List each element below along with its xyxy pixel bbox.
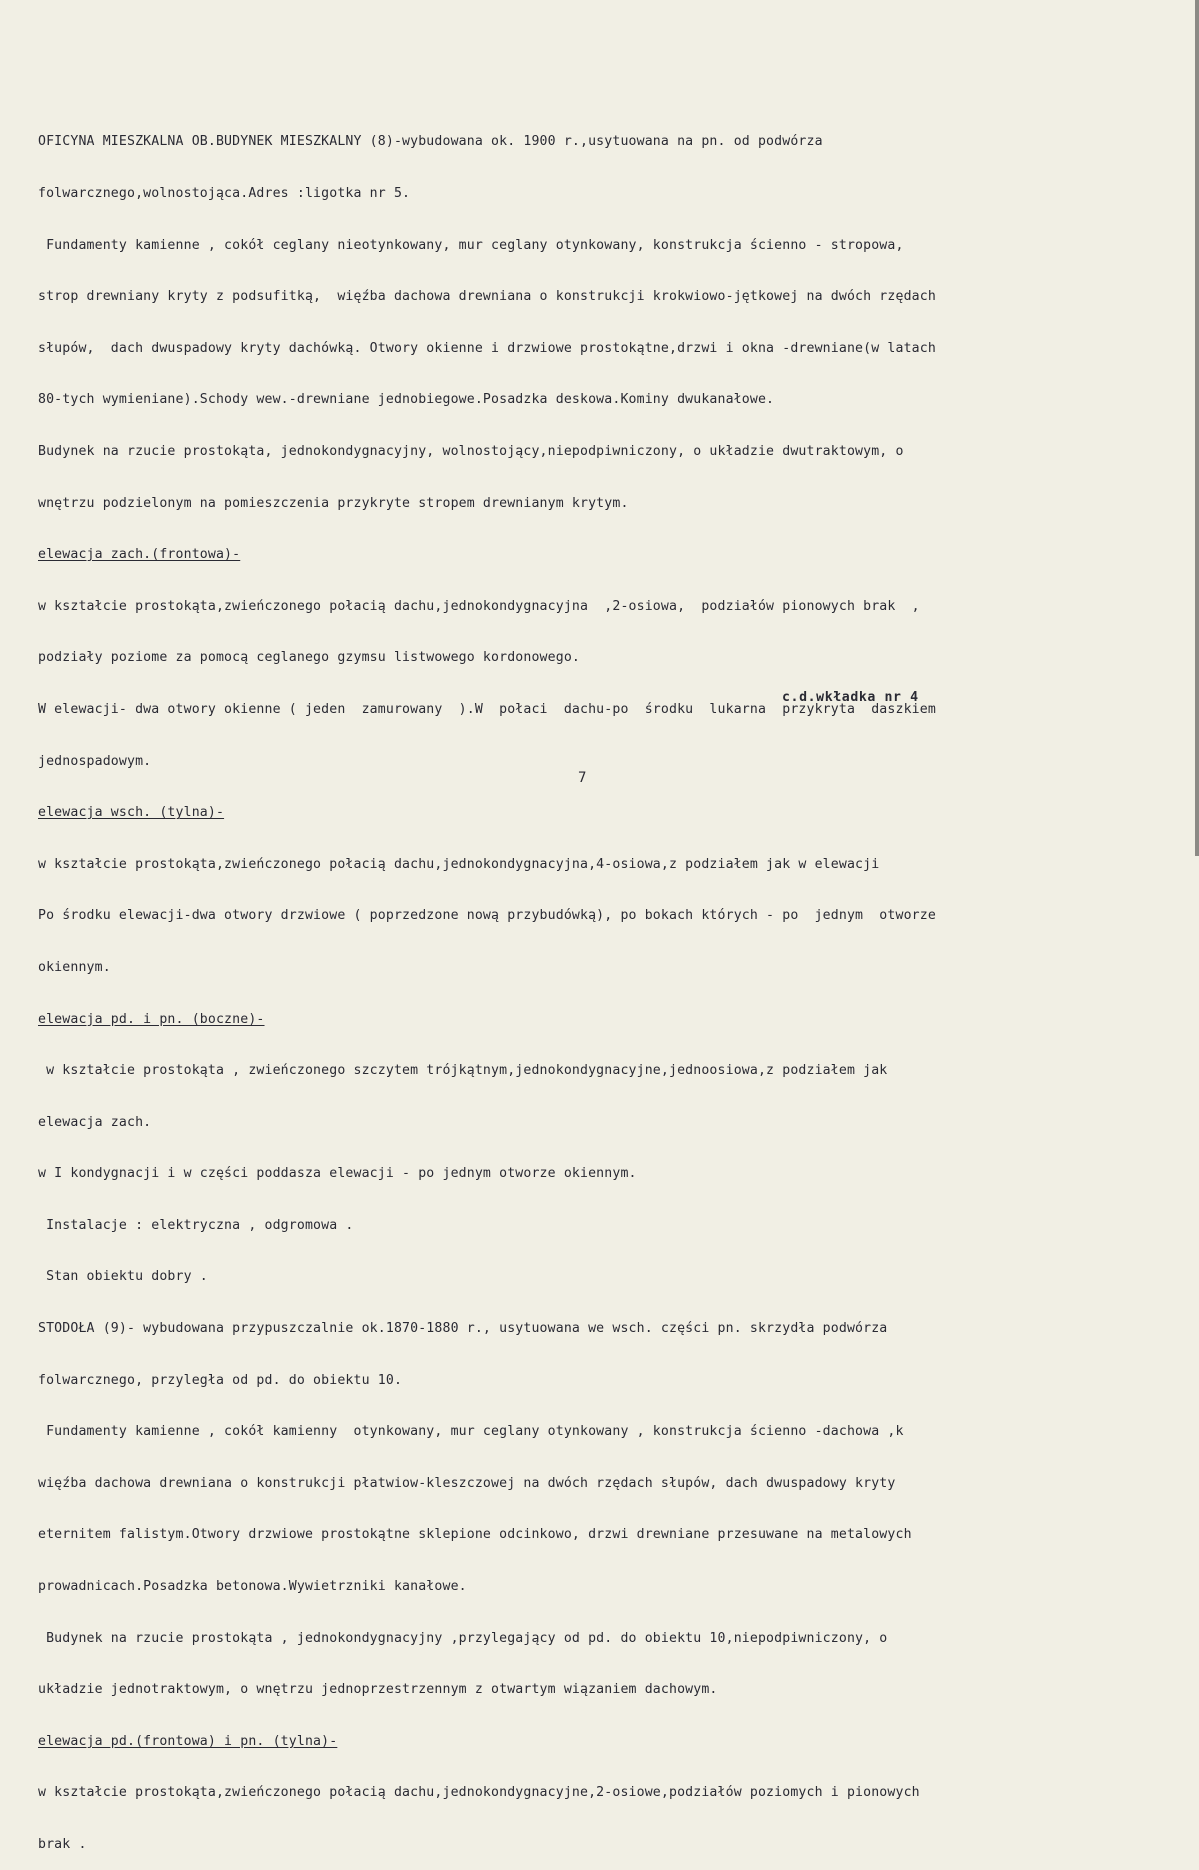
text-line: brak . (38, 1837, 87, 1852)
scan-edge (1195, 0, 1199, 856)
page-number: 7 (578, 770, 587, 786)
text-line: 80-tych wymieniane).Schody wew.-drewniane jednobiegowe.Posadzka deskowa.Kominy dwukanałowe. (38, 392, 775, 408)
text-line: Po środku elewacji-dwa otwory drzwiowe ( poprzedzone nową przybudówką), po bokach których - po jednym otworze (38, 908, 936, 924)
text-line: strop drewniany kryty z podsufitką, więźba dachowa drewniana o konstrukcji krokwiowo-jętkowej na dwóch rzędach (38, 289, 936, 305)
document-body (38, 99, 1168, 1870)
text-line: okiennym. (38, 959, 111, 975)
text-line: folwarcznego, przyległa od pd. do obiektu 10. (38, 1372, 403, 1388)
text-line: więźba dachowa drewniana o konstrukcji płatwiow-kleszczowej na dwóch rzędach słupów, dach dwuspadowy kryty (38, 1475, 896, 1491)
section-heading: elewacja pd.(frontowa) i pn. (tylna)- (38, 1733, 338, 1749)
section-heading: elewacja wsch. (tylna)- (38, 805, 225, 821)
text-line: układzie jednotraktowym, o wnętrzu jednoprzestrzennym z otwartym wiązaniem dachowym. (38, 1682, 718, 1698)
text-line: folwarcznego,wolnostojąca.Adres :ligotka nr 5. (38, 186, 411, 201)
text-line: eternitem falistym.Otwory drzwiowe prostokątne sklepione odcinkowo, drzwi drewniane przesuwane na metalowych (38, 1527, 912, 1543)
text-line: Budynek na rzucie prostokąta, jednokondygnacyjny, wolnostojący,niepodpiwniczony, o układzie dwutraktowym, o (38, 443, 904, 459)
text-line: jednospadowym. (38, 753, 152, 769)
text-line: w kształcie prostokąta,zwieńczonego połacią dachu,jednokondygnacyjna ,2-osiowa, podziałów pionowych brak , (38, 598, 920, 614)
text-line: STODOŁA (9)- wybudowana przypuszczalnie ok.1870-1880 r., usytuowana we wsch. części pn. skrzydła podwórza (38, 1321, 888, 1337)
text-line: Budynek na rzucie prostokąta , jednokondygnacyjny ,przylegający od pd. do obiektu 10,niepodpiwniczony, o (38, 1630, 888, 1646)
text-line: w kształcie prostokąta,zwieńczonego połacią dachu,jednokondygnacyjna,4-osiowa,z podziałem jak w elewacji (38, 856, 880, 872)
text-line: prowadnicach.Posadzka betonowa.Wywietrzniki kanałowe. (38, 1579, 467, 1595)
text-line: elewacja zach. (38, 1114, 152, 1130)
text-line: Fundamenty kamienne , cokół kamienny otynkowany, mur ceglany otynkowany , konstrukcja ścienno -dachowa ,k (38, 1424, 904, 1440)
text-line: w kształcie prostokąta , zwieńczonego szczytem trójkątnym,jednokondygnacyjne,jednoosiowa,z podziałem jak (38, 1063, 888, 1079)
text-line: OFICYNA MIESZKALNA OB.BUDYNEK MIESZKALNY (8)-wybudowana ok. 1900 r.,usytuowana na pn. od podwórza (38, 134, 823, 150)
text-line: słupów, dach dwuspadowy kryty dachówką. Otwory okienne i drzwiowe prostokątne,drzwi i okna -drewniane(w latach (38, 340, 936, 356)
text-line: Fundamenty kamienne , cokół ceglany nieotynkowany, mur ceglany otynkowany, konstrukcja ścienno - stropowa, (38, 237, 904, 253)
text-line: Instalacje : elektryczna , odgromowa . (38, 1217, 354, 1233)
section-heading: elewacja zach.(frontowa)- (38, 547, 241, 563)
text-line: w I kondygnacji i w części poddasza elewacji - po jednym otworze okiennym. (38, 1166, 637, 1182)
text-line: Stan obiektu dobry . (38, 1269, 208, 1285)
text-line: podziały poziome za pomocą ceglanego gzymsu listwowego kordonowego. (38, 650, 580, 666)
text-line: w kształcie prostokąta,zwieńczonego połacią dachu,jednokondygnacyjne,2-osiowe,podziałów poziomych i pionowych (38, 1785, 920, 1801)
continuation-note: c.d.wkładka nr 4 (782, 690, 919, 705)
section-heading: elewacja pd. i pn. (boczne)- (38, 1011, 265, 1027)
text-line: wnętrzu podzielonym na pomieszczenia przykryte stropem drewnianym krytym. (38, 495, 629, 511)
text-line: W elewacji- dwa otwory okienne ( jeden zamurowany ).W połaci dachu-po środku lukarna przykryta daszkiem (38, 701, 936, 717)
